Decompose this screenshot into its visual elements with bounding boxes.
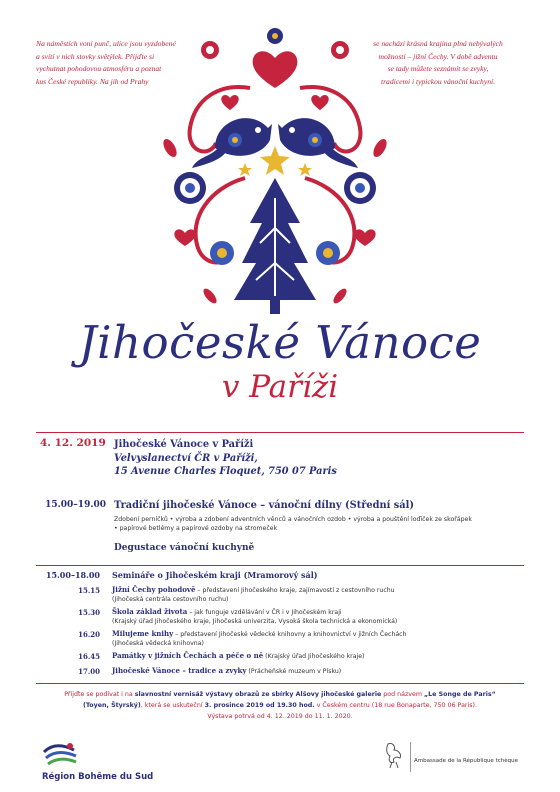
seminar-item (112, 651, 442, 661)
small-heart-left-icon (174, 229, 195, 246)
event-venue: Velvyslanectví ČR v Paříži, (114, 452, 258, 464)
region-logo-text: Région Bohême du Sud (42, 772, 154, 782)
exhibition-artists: (Toyen, Štyrský) (82, 702, 141, 709)
workshop-section (114, 499, 524, 555)
seminar-item-time: 15.15 (78, 586, 100, 595)
right-bird-icon (278, 118, 358, 168)
exhibition-date: 3. prosince 2019 od 19.30 hod. (204, 702, 315, 709)
event-details (114, 438, 524, 479)
region-logo-icon (40, 738, 80, 770)
exhibition-line-1 (36, 689, 524, 700)
seminar-item-org: (Jihočeská vědecká knihovna) (112, 640, 204, 648)
exhibition-highlight: slavnostní vernisáž výstavy obrazů ze sbírky Alšovy jihočeské galerie (134, 691, 382, 698)
left-lower-flower-icon (210, 241, 234, 265)
intro-left-line: a svítí v nich stovky světýlek. Přijďte si (36, 51, 155, 61)
exhibition-name: „Le Songe de Paris“ (424, 691, 496, 698)
exhibition-text: pod názvem (381, 691, 425, 698)
workshop-line-2: • papírové betlémy a papírové ozdoby na stromeček (114, 525, 278, 532)
seminar-item (112, 585, 442, 605)
exhibition-text: Přijďte se podívat i na (64, 691, 135, 698)
small-star-left-icon (238, 163, 252, 176)
heart-mid-left-icon (221, 95, 238, 110)
top-heart-icon (253, 51, 298, 88)
leaf-bottom-right (331, 287, 349, 306)
event-name: Jihočeské Vánoce v Paříži (114, 439, 254, 450)
seminar-item-title: Škola základ života (112, 607, 188, 616)
leaf-bottom-left (201, 287, 219, 306)
workshop-line-1: Zdobení perníčků • výroba a zdobení adventních věnců a vánočních ozdob • výroba a pouštění loďiček ze skořápek (114, 515, 472, 523)
right-lower-flower-icon (316, 241, 340, 265)
intro-left-line: Na náměstích voní punč, ulice jsou vyzdobené (36, 39, 176, 48)
seminar-item-title: Milujeme knihy (112, 629, 174, 638)
seminar-item-title: Jižní Čechy pohodově (112, 585, 196, 594)
left-tulip-icon (201, 41, 219, 59)
seminars-time: 15.00–18.00 (45, 570, 100, 580)
seminar-item-title: Památky v jižních Čechách a péče o ně (112, 651, 264, 660)
divider-bottom (36, 683, 524, 684)
seminar-item-text: – představení Jihočeské vědecké knihovny a knihovnictví v jižních Čechách (173, 631, 407, 638)
event-date: 4. 12. 2019 (40, 437, 106, 449)
small-heart-right-icon (354, 229, 375, 246)
seminar-item-title: Jihočeské Vánoce – tradice a zvyky (112, 666, 247, 675)
seminar-item-time: 15.30 (78, 608, 100, 617)
seminar-item-text: (Krajský úřad Jihočeského kraje) (263, 653, 365, 660)
seminars-title: Semináře o Jihočeském kraji (Mramorový sál) (112, 570, 318, 580)
exhibition-line-3: Výstava potrvá od 4. 12. 2019 do 11. 1. 2020. (207, 713, 353, 720)
workshop-time: 15.00–19.00 (45, 500, 106, 510)
left-flower-icon (174, 172, 206, 204)
embassy-logo-text: Ambassade de la République tchèque (414, 758, 518, 764)
christmas-tree-icon (234, 178, 316, 314)
folk-art-illustration (150, 28, 400, 324)
seminar-item-time: 17.00 (78, 667, 100, 676)
seminar-item (112, 629, 442, 649)
seminar-item-time: 16.45 (78, 652, 100, 661)
seminar-item-text: – jak funguje vzdělávání v ČR i v Jihočeském kraji (187, 609, 342, 616)
seminar-item-time: 16.20 (78, 630, 100, 639)
exhibition-note (36, 689, 524, 722)
intro-left-line: kus České republiky. Na jih od Prahy (36, 76, 149, 86)
page-title: Jihočeské Vánoce (78, 316, 482, 369)
star-icon (260, 146, 290, 175)
intro-right-line: se nachází krásná krajina plná nebývalých (373, 39, 503, 48)
leaf-right (371, 137, 390, 159)
page-subtitle: v Paříži (221, 369, 339, 405)
seminar-item (112, 666, 442, 676)
seminar-item (112, 607, 442, 627)
event-address: 15 Avenue Charles Floquet, 750 07 Paris (114, 466, 337, 477)
leaf-left (161, 137, 180, 159)
intro-right-line: možností – jižní Čechy. V době adventu (378, 51, 498, 61)
tasting-title: Degustace vánoční kuchyně (114, 542, 255, 553)
exhibition-text: , která se uskuteční (140, 702, 205, 709)
right-flower-icon (344, 172, 376, 204)
exhibition-location: v Českém centru (18 rue Bonaparte, 750 06 Paris). (314, 702, 478, 709)
exhibition-line-2 (36, 700, 524, 711)
seminar-item-text: (Prácheňské muzeum v Písku) (246, 668, 342, 675)
seminar-item-org: (Jihočeská centrála cestovního ruchu) (112, 596, 229, 604)
embassy-emblem-icon (382, 740, 408, 770)
seminar-item-text: – představení Jihočeského kraje, zajímavostí z cestovního ruchu (195, 587, 395, 594)
intro-right-line: se tady můžete seznámit se zvyky, (387, 64, 489, 74)
logo-divider (410, 742, 411, 772)
right-tulip-icon (331, 41, 349, 59)
divider-middle (36, 565, 524, 566)
small-star-right-icon (298, 163, 312, 176)
intro-left-line: vychutnat pohodovou atmosféru a poznat (36, 64, 162, 74)
top-flower-icon (267, 28, 283, 44)
left-bird-icon (192, 118, 272, 168)
seminar-item-org: (Krajský úřad Jihočeského kraje, Jihočeská univerzita, Vysoká škola technická a ekonomická) (112, 618, 398, 626)
intro-right-line: tradicemi i typickou vánoční kuchyní. (380, 76, 496, 86)
heart-mid-right-icon (311, 95, 328, 110)
workshop-title: Tradiční jihočeské Vánoce – vánoční dílny (Střední sál) (114, 500, 414, 511)
divider-top (36, 432, 524, 433)
